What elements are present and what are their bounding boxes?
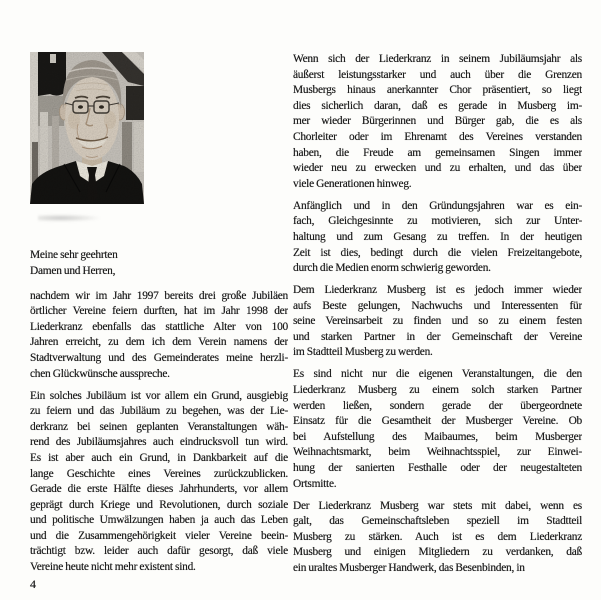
text-line: Chorleiter oder im Ehrenamt des Vereines verstanden (293, 130, 582, 143)
text-line: örtlicher Vereine feiern durften, hat im Jahr 1998 der (30, 305, 288, 318)
text-line: haltung und zum Gesang zu treffen. In der heutigen (293, 230, 582, 243)
photo-grain-overlay (30, 52, 144, 204)
text-line: ein uraltes Musberger Handwerk, das Besenbinden, in (293, 561, 525, 574)
text-line: Weihnachtsmarkt, beim Weihnachtsspiel, zur Einwei- (293, 446, 582, 459)
text-line: rend des Jubiläumsjahres auch eindrucksvoll tun wird. (30, 436, 288, 449)
text-line: Einsatz für die Gesamtheit der Musberger Vereine. Ob (293, 415, 582, 428)
paragraph (30, 289, 288, 383)
text-line: haben, die Freude am gemeinsamen Singen immer (293, 146, 582, 159)
salutation (30, 248, 288, 279)
text-line: Es sind nicht nur die eigenen Veranstaltungen, die den (293, 368, 582, 381)
text-line: viele Generationen hinweg. (293, 177, 412, 190)
text-line: und starken Partner in der Gemeinschaft der Vereine (293, 330, 582, 343)
text-line: Meine sehr geehrten (30, 249, 118, 261)
text-line: derkranz bei seinen geplanten Veranstaltungen wäh- (30, 420, 288, 433)
text-line: seine Vereinsarbeit zu finden und so zu einem festen (293, 315, 582, 328)
text-line: und die Zusammengehörigkeit vieler Vereine beein- (30, 529, 288, 542)
text-line: zu feiern und das Jubiläum zu begehen, was der Lie- (30, 405, 288, 418)
text-line: Musberg zu stärken. Auch ist es dem Liederkranz (293, 530, 582, 543)
text-line: Liederkranz Musberg zu einem solch starken Partner (293, 384, 582, 397)
paragraph (293, 52, 582, 192)
page-number: 4 (30, 577, 36, 591)
text-line: trächtigt bzw. leider auch dafür gesorgt, daß viele (30, 545, 288, 558)
text-line: Anfänglich und in den Gründungsjahren war es ein- (293, 199, 582, 212)
text-line: Dem Liederkranz Musberg ist es jedoch immer wieder (293, 284, 582, 297)
text-line: aufs Beste gelungen, Nachwuchs und Interessenten für (293, 299, 582, 312)
text-line: bei Aufstellung des Maibaumes, beim Musberger (293, 430, 582, 443)
scan-smudge (38, 214, 102, 222)
text-line: äußerst leistungsstarker und auch über die Grenzen (293, 68, 582, 81)
text-line: Der Liederkranz Musberg war stets mit dabei, wenn es (293, 499, 582, 512)
text-line: Vereine heute nicht mehr existent sind. (30, 561, 196, 574)
text-line: Wenn sich der Liederkranz in seinem Jubiläumsjahr als (293, 53, 582, 65)
text-line: Liederkranz ebenfalls das stattliche Alter von 100 (30, 320, 288, 333)
left-column-paragraphs (30, 289, 288, 576)
text-line: galt, das Gemeinschaftsleben speziell im Stadtteil (293, 515, 582, 528)
text-line: durch die Medien enorm schwierig geworden. (293, 262, 491, 275)
text-line: chen Glückwünsche ausspreche. (30, 367, 170, 380)
text-line: geprägt durch Kriege und Revolutionen, durch soziale (30, 498, 288, 511)
text-line: Zeit ist dies, bedingt durch die vielen Freizeitangebote, (293, 246, 582, 259)
text-line: dies sicherlich daran, daß es gerade in Musberg im- (293, 99, 582, 112)
text-line: nachdem wir im Jahr 1997 bereits drei große Jubiläen (30, 289, 288, 302)
paragraph (30, 389, 288, 576)
text-line: lange Geschichte eines Vereines zurückzublicken. (30, 467, 288, 480)
text-line: mer wieder Bürgerinnen und Bürger gab, die es als (293, 115, 582, 128)
paragraph (293, 283, 582, 361)
paragraph (293, 367, 582, 492)
text-line: hung der sanierten Festhalle oder der neugestalteten (293, 462, 582, 475)
right-column (293, 52, 582, 583)
text-line: Stadtverwaltung und des Gemeinderates meine herzli- (30, 351, 288, 364)
text-line: Gerade die erste Hälfte dieses Jahrhunderts, vor allem (30, 483, 288, 496)
text-line: Jahren erreicht, zu dem ich dem Verein namens der (30, 336, 288, 349)
paragraph (293, 499, 582, 577)
left-column (30, 248, 288, 582)
text-line: wieder neu zu erwecken und zu erhalten, und das über (293, 162, 582, 175)
text-line: und politische Umwälzungen haben ja auch das Leben (30, 514, 288, 527)
portrait-photo (30, 52, 144, 204)
text-line: fach, Gleichgesinnte zu motivieren, sich zur Unter- (293, 215, 582, 228)
paragraph (293, 199, 582, 277)
text-line: Musberg und einigen Mitgliedern zu verdanken, daß (293, 546, 582, 559)
text-line: im Stadtteil Musberg zu werden. (293, 346, 433, 359)
text-line: Ortsmitte. (293, 477, 337, 490)
text-line: Musbergs hinaus anerkannter Chor präsentiert, so liegt (293, 84, 582, 97)
text-line: Damen und Herren, (30, 264, 116, 277)
text-line: Es ist aber auch ein Grund, in Dankbarkeit auf die (30, 451, 288, 464)
text-line: werden ließen, sondern gerade der übergeordnete (293, 399, 582, 412)
text-line: Ein solches Jubiläum ist vor allem ein Grund, ausgiebig (30, 389, 288, 402)
